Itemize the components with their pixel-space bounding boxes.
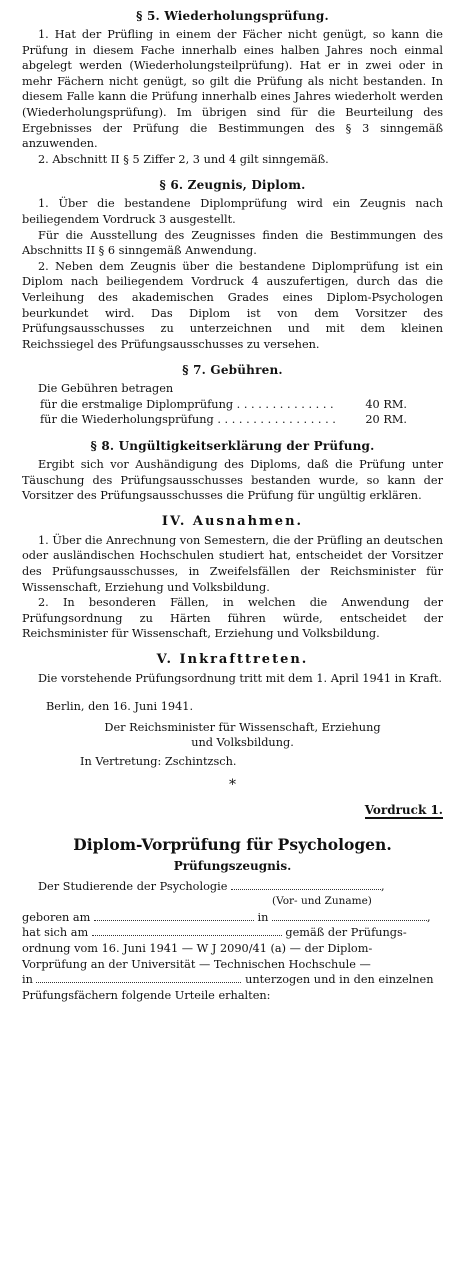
fee-label: für die erstmalige Diplomprüfung . . .: [40, 397, 337, 413]
fee-amount: 40 RM.: [365, 397, 407, 411]
form-comma: ,: [381, 879, 385, 893]
section-7: [22, 362, 443, 428]
chapter-5-title: V. Inkrafttreten.: [156, 652, 309, 667]
chapter-5-paragraph-1: Die vorstehende Prüfungsordnung tritt mit dem 1. April 1941 in Kraft.: [38, 672, 443, 685]
chapter-4-paragraph-2: 2. In besonderen Fällen, in welchen die Anwendung der Prüfungsordnung zu Härten führen würde, entscheidet der Reichsminister für Wissenschaft, Erziehung und Volksbildung.: [22, 596, 443, 641]
minister-line-1: Der Reichsminister für Wissenschaft, Erziehung: [104, 721, 381, 735]
in-label: in: [257, 910, 269, 924]
section-7-intro: Die Gebühren betragen: [38, 382, 174, 396]
section-6-paragraph-1b: Für die Ausstellung des Zeugnisses finden die Bestimmungen des Abschnitts II § 6 sinngemäß Anwendung.: [22, 228, 443, 258]
form-line-5: Vorprüfung an der Universität — Technischen Hochschule —: [22, 957, 371, 971]
form-line-6-tail: unterzogen und in den einzelnen: [245, 973, 434, 987]
document-page: [22, 0, 443, 1003]
form-line-1-text: Der Studierende der Psychologie: [38, 879, 228, 893]
fee-label: für die Wiederholungsprüfung . . .: [40, 412, 337, 428]
birth-date-blank[interactable]: [94, 910, 254, 921]
form-comma: ,: [427, 910, 431, 924]
fee-row: [22, 397, 443, 413]
form-line-1: [22, 879, 443, 895]
date-label: hat sich am: [22, 926, 89, 940]
vordruck-label-text: Vordruck 1.: [364, 803, 443, 818]
form-title: Diplom-Vorprüfung für Psychologen.: [73, 834, 392, 854]
form-line-3-tail: gemäß der Prüfungs-: [285, 926, 407, 940]
section-8-title: § 8. Ungültigkeitserklärung der Prüfung.: [90, 439, 375, 454]
in-label: in: [22, 973, 33, 987]
signature-block: [22, 699, 443, 770]
place-date: Berlin, den 16. Juni 1941.: [46, 699, 194, 713]
section-7-title: § 7. Gebühren.: [182, 363, 283, 378]
exam-date-blank[interactable]: [92, 925, 282, 936]
form-vordruck-1: [22, 803, 443, 1003]
born-label: geboren am: [22, 910, 91, 924]
chapter-5: [22, 652, 443, 687]
section-6-paragraph-2: 2. Neben dem Zeugnis über die bestandene Diplomprüfung ist ein Diplom nach beiliegendem Vordruck 4 auszufertigen, durch das die Verleihung des akademischen Grades eines Diplom-Psychologen beurkundet wird. Das Diplom ist von dem Vorsitzer des Prüfungsausschusses zu unterzeichnen und mit dem kleinen Reichssiegel des Prüfungsausschusses zu versehen.: [22, 259, 443, 351]
fee-list: [22, 397, 443, 428]
minister-title: [22, 720, 443, 750]
section-6: [22, 177, 443, 352]
fee-row: [22, 412, 443, 428]
deputy-signature: In Vertretung: Zschintzsch.: [80, 755, 237, 769]
form-line-7: Prüfungsfächern folgende Urteile erhalten:: [22, 988, 271, 1002]
section-5-title: § 5. Wiederholungsprüfung.: [136, 9, 329, 23]
chapter-4-title: IV. Ausnahmen.: [161, 513, 304, 529]
separator-star: *: [229, 776, 236, 793]
section-8: [22, 438, 443, 504]
form-subtitle: Prüfungszeugnis.: [173, 858, 292, 873]
section-6-paragraph-1: 1. Über die bestandene Diplomprüfung wird ein Zeugnis nach beiliegendem Vordruck 3 ausgestellt.: [22, 197, 443, 226]
section-5-paragraph-2: 2. Abschnitt II § 5 Ziffer 2, 3 und 4 gilt sinngemäß.: [38, 152, 329, 166]
name-blank[interactable]: [231, 879, 381, 890]
form-line-3: [22, 925, 443, 941]
vordruck-label: [22, 803, 443, 819]
minister-line-2: und Volksbildung.: [191, 736, 294, 750]
chapter-4: [22, 514, 443, 642]
fee-amount: 20 RM.: [365, 413, 407, 427]
university-place-blank[interactable]: [36, 972, 241, 983]
form-line-2: [22, 910, 443, 926]
section-8-paragraph-1: Ergibt sich vor Aushändigung des Diploms, daß die Prüfung unter Täuschung des Prüfungsausschusses bestanden wurde, so kann der Vorsitzer des Prüfungsausschusses die Prüfung für ungültig erklären.: [22, 458, 443, 503]
form-line-6: [22, 972, 443, 988]
birth-place-blank[interactable]: [272, 910, 427, 921]
chapter-4-paragraph-1: 1. Über die Anrechnung von Semestern, die der Prüfling an deutschen oder ausländischen Hochschulen studiert hat, entscheidet der Vorsitzer des Prüfungsausschusses, in Zweifelsfällen der Reichsminister für Wissenschaft, Erziehung und Volksbildung.: [22, 533, 443, 594]
section-5: [22, 8, 443, 167]
section-5-paragraph-1: 1. Hat der Prüfling in einem der Fächer nicht genügt, so kann die Prüfung in diesem Fache innerhalb eines halben Jahres noch einmal abgelegt werden (Wiederholungsteilprüfung). Hat er in zwei oder in mehr Fächern nicht genügt, so gilt die Prüfung als nicht bestanden. In diesem Falle kann die Prüfung innerhalb eines Jahres wiederholt werden (Wiederholungsprüfung). Im übrigen sind für die Beurteilung des Ergebnisses der Prüfung die Bestimmungen des § 3 sinngemäß anzuwenden.: [22, 28, 443, 151]
name-hint: (Vor- und Zuname): [272, 895, 372, 908]
form-line-4: ordnung vom 16. Juni 1941 — W J 2090/41 (a) — der Diplom-: [22, 941, 373, 955]
section-6-title: § 6. Zeugnis, Diplom.: [159, 178, 306, 193]
